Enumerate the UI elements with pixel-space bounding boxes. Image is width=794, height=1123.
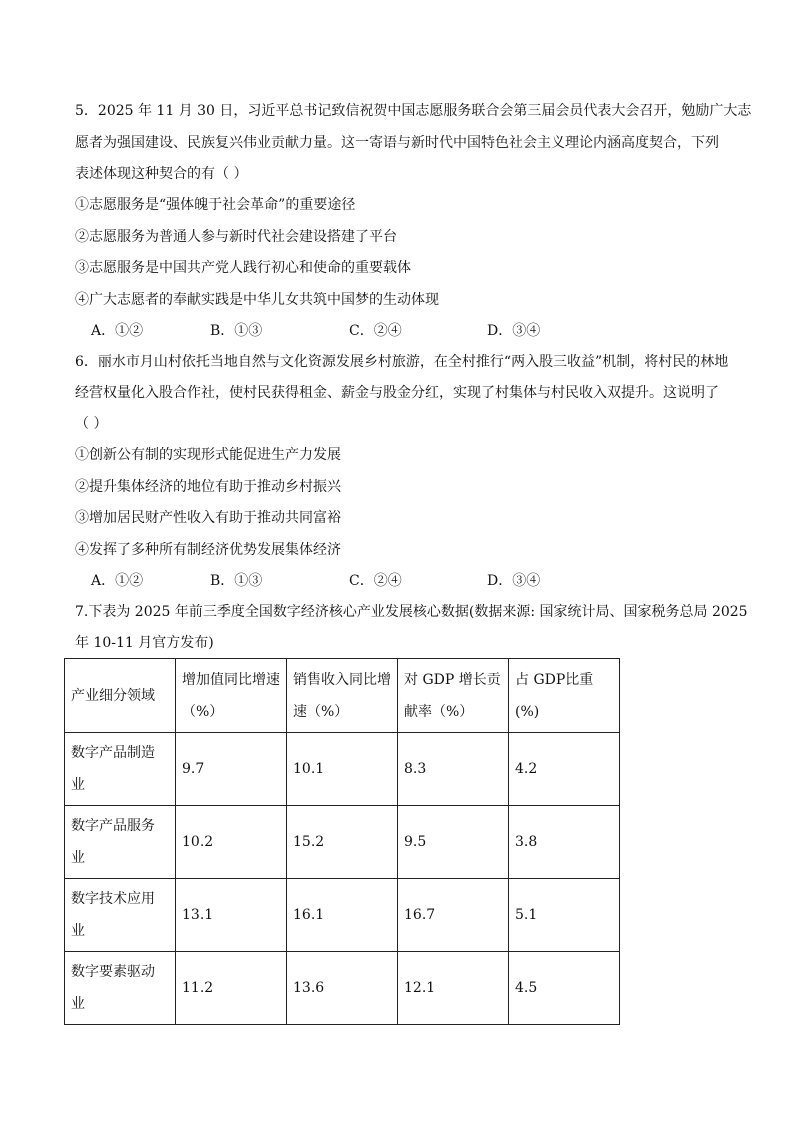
- q5-item-4: ④广大志愿者的奉献实践是中华儿女共筑中国梦的生动体现: [75, 292, 439, 308]
- table-cell-label: 数字技术应用业: [65, 879, 176, 952]
- q5-stem-line-1: 5．2025 年 11 月 30 日，习近平总书记致信祝贺中国志愿服务联合会第三届会员代表大会召开，勉励广大志: [75, 103, 752, 119]
- table-cell: 5.1: [509, 879, 620, 952]
- table-cell: 4.2: [509, 733, 620, 806]
- table-header-cell: 对 GDP 增长贡献率（%）: [398, 659, 509, 733]
- table-cell: 11.2: [176, 952, 287, 1025]
- table-cell: 9.7: [176, 733, 287, 806]
- q6-option-c[interactable]: C．②④: [349, 573, 402, 589]
- table-row: [65, 806, 620, 879]
- q5-option-d[interactable]: D．③④: [487, 323, 541, 339]
- table-header-cell: 产业细分领域: [65, 659, 176, 733]
- q5-item-2: ②志愿服务为普通人参与新时代社会建设搭建了平台: [75, 229, 397, 245]
- table-cell: 10.1: [287, 733, 398, 806]
- q6-option-a[interactable]: A．①②: [91, 573, 144, 589]
- q6-stem-line-2: 经营权量化入股合作社，使村民获得租金、薪金与股金分红，实现了村集体与村民收入双提升。这说明了: [75, 385, 719, 401]
- q6-item-2: ②提升集体经济的地位有助于推动乡村振兴: [75, 479, 341, 495]
- q6-item-1: ①创新公有制的实现形式能促进生产力发展: [75, 447, 341, 463]
- table-header-cell: 占 GDP比重(%): [509, 659, 620, 733]
- q6-stem-line-1: 6．丽水市月山村依托当地自然与文化资源发展乡村旅游，在全村推行“两入股三收益”机制，将村民的林地: [75, 354, 729, 370]
- table-cell: 16.7: [398, 879, 509, 952]
- data-table: [64, 658, 620, 1025]
- table-row: [65, 879, 620, 952]
- table-cell: 13.1: [176, 879, 287, 952]
- q6-item-3: ③增加居民财产性收入有助于推动共同富裕: [75, 510, 341, 526]
- q5-option-b[interactable]: B．①③: [210, 323, 263, 339]
- table-cell: 4.5: [509, 952, 620, 1025]
- table-header-row: [65, 659, 620, 733]
- table-row: [65, 733, 620, 806]
- q5-item-3: ③志愿服务是中国共产党人践行初心和使命的重要载体: [75, 260, 411, 276]
- table-cell: 16.1: [287, 879, 398, 952]
- table-cell: 15.2: [287, 806, 398, 879]
- table-cell: 8.3: [398, 733, 509, 806]
- table-row: [65, 952, 620, 1025]
- q5-stem-line-3: 表述体现这种契合的有（ ）: [75, 166, 248, 182]
- table-cell-label: 数字产品制造业: [65, 733, 176, 806]
- table-cell: 10.2: [176, 806, 287, 879]
- q6-stem-line-3: （ ）: [75, 416, 108, 432]
- q5-item-1: ①志愿服务是“强体魄于社会革命”的重要途径: [75, 197, 356, 213]
- table-cell: 13.6: [287, 952, 398, 1025]
- q6-item-4: ④发挥了多种所有制经济优势发展集体经济: [75, 542, 341, 558]
- table-header-cell: 增加值同比增速（%）: [176, 659, 287, 733]
- table-cell: 9.5: [398, 806, 509, 879]
- table-cell: 12.1: [398, 952, 509, 1025]
- table-cell: 3.8: [509, 806, 620, 879]
- table-cell-label: 数字产品服务业: [65, 806, 176, 879]
- q5-option-c[interactable]: C．②④: [349, 323, 402, 339]
- q5-stem-line-2: 愿者为强国建设、民族复兴伟业贡献力量。这一寄语与新时代中国特色社会主义理论内涵高度契合，下列: [75, 135, 719, 151]
- q7-stem-line-1: 7.下表为 2025 年前三季度全国数字经济核心产业发展核心数据(数据来源: 国家统计局、国家税务总局 2025: [75, 604, 748, 620]
- q7-stem-line-2: 年 10-11 月官方发布): [75, 635, 214, 651]
- table-header-cell: 销售收入同比增速（%）: [287, 659, 398, 733]
- q6-option-d[interactable]: D．③④: [487, 573, 541, 589]
- table-cell-label: 数字要素驱动业: [65, 952, 176, 1025]
- q5-option-a[interactable]: A．①②: [91, 323, 144, 339]
- q6-option-b[interactable]: B．①③: [210, 573, 263, 589]
